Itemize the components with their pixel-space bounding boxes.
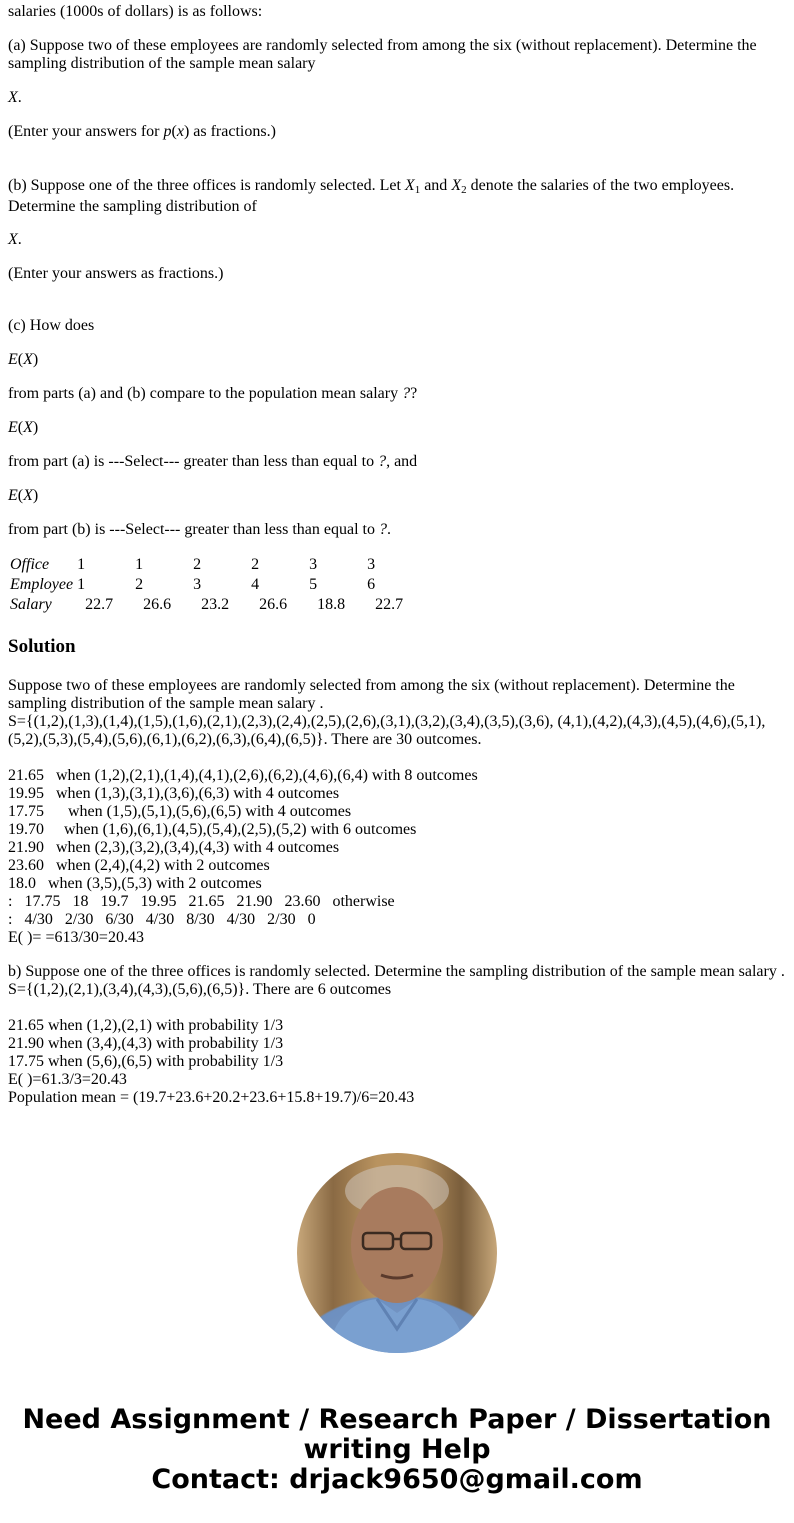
solution-a-space: S={(1,2),(1,3),(1,4),(1,5),(1,6),(2,1),(2,3),(2,4),(2,5),(2,6),(3,1),(3,2),(3,4),(3,5),(3,6), (4,1),(4,2),(4,3),(4,5),(4,6),(5,1),(5,2),(5,3),(5,4),(5,6),(6,1),(6,2),(6,3),(6,4),(6,5)}. There are 30 outcomes. — [8, 713, 766, 748]
e: E — [8, 351, 18, 368]
intro-fragment: salaries (1000s of dollars) is as follows: — [8, 3, 263, 20]
solution-a-intro: Suppose two of these employees are randomly selected from among the six (without replacement). Determine the sampling distribution of the sample mean salary . — [8, 677, 735, 712]
part-a-text: (a) Suppose two of these employees are randomly selected from among the six (without replacement). Determine the sampling distribution of the sample mean salary — [8, 37, 757, 72]
solution-a-line: 23.60 when (2,4),(4,2) with 2 outcomes — [8, 857, 270, 874]
office-cell: 3 — [309, 556, 318, 573]
solution-b-line: 17.75 when (5,6),(6,5) with probability 1/3 — [8, 1053, 284, 1070]
solution-a-line: 21.90 when (2,3),(3,2),(3,4),(4,3) with 4 outcomes — [8, 839, 340, 856]
employee-cell: 4 — [251, 576, 260, 593]
distribution-values: : 17.75 18 19.7 19.95 21.65 21.90 23.60 otherwise — [8, 893, 395, 910]
salary-cell: 22.7 — [85, 596, 114, 613]
part-b-text — [8, 175, 788, 217]
employee-cell: 3 — [193, 576, 202, 593]
office-cell: 1 — [135, 556, 144, 573]
office-label: Office — [10, 556, 50, 573]
office-row — [8, 555, 423, 575]
portrait-icon — [297, 1153, 497, 1353]
salary-table — [8, 555, 423, 615]
part-c-compare — [8, 385, 417, 403]
part-c-lead: (c) How does — [8, 317, 95, 334]
period: . — [17, 231, 22, 248]
promo-contact: Contact: drjack9650@gmail.com — [151, 1464, 643, 1495]
expectation-a: E( )= =613/30=20.43 — [8, 929, 144, 946]
office-cell: 1 — [77, 556, 86, 573]
employee-cell: 2 — [135, 576, 144, 593]
note-suffix: ) as fractions.) — [183, 123, 276, 140]
solution-b-line: 21.90 when (3,4),(4,3) with probability 1/3 — [8, 1035, 284, 1052]
office-cell: 2 — [251, 556, 260, 573]
solution-b-intro: b) Suppose one of the three offices is randomly selected. Determine the sampling distribution of the sample mean salary . — [8, 963, 785, 980]
expectation-b: E( )=61.3/3=20.43 — [8, 1071, 127, 1088]
note-x: x — [176, 123, 184, 140]
solution-a-line: 18.0 when (3,5),(5,3) with 2 outcomes — [8, 875, 262, 892]
sub-1: 1 — [414, 184, 421, 196]
period: . — [17, 89, 22, 106]
from-b-end: . — [386, 521, 391, 538]
sub-2: 2 — [461, 184, 467, 196]
part-a-var — [8, 89, 22, 107]
note-p: p — [163, 123, 172, 140]
employee-cell: 5 — [309, 576, 318, 593]
var-x: X — [8, 89, 18, 106]
employee-cell: 1 — [77, 576, 86, 593]
e: E — [8, 419, 18, 436]
var-x: X — [8, 231, 18, 248]
mu-placeholder: ? — [378, 453, 387, 470]
salary-cell: 22.7 — [375, 596, 404, 613]
from-a-end: , and — [386, 453, 418, 470]
part-c-from-a — [8, 453, 417, 471]
promo-line-1: Need Assignment / Research Paper / Dissertation — [22, 1404, 772, 1435]
solution-b-space: S={(1,2),(2,1),(3,4),(4,3),(5,6),(6,5)}. There are 6 outcomes — [8, 981, 392, 998]
salary-cell: 18.8 — [317, 596, 346, 613]
expectation-3: E(X) — [8, 487, 39, 504]
solution-a-line: 19.95 when (1,3),(3,1),(3,6),(6,3) with 4 outcomes — [8, 785, 340, 802]
office-cell: 3 — [367, 556, 376, 573]
x: X — [23, 487, 33, 504]
compare-end: ? — [410, 385, 418, 402]
part-b-and: and — [420, 177, 452, 194]
x: X — [23, 419, 33, 436]
from-b-text: from part (b) is ---Select--- greater than less than equal to — [8, 521, 379, 538]
salary-cell: 23.2 — [201, 596, 230, 613]
solution-a-line: 17.75 when (1,5),(5,1),(5,6),(6,5) with 4 outcomes — [8, 803, 352, 820]
population-mean: Population mean = (19.7+23.6+20.2+23.6+15.8+19.7)/6=20.43 — [8, 1089, 415, 1106]
part-b-note: (Enter your answers as fractions.) — [8, 265, 224, 282]
employee-row — [8, 575, 423, 595]
mu-placeholder: ? — [402, 385, 411, 402]
mu-placeholder: ? — [378, 521, 387, 538]
salary-cell: 26.6 — [143, 596, 172, 613]
solution-a-line: 19.70 when (1,6),(6,1),(4,5),(5,4),(2,5),(5,2) with 6 outcomes — [8, 821, 417, 838]
part-b-var — [8, 231, 22, 249]
solution-b-line: 21.65 when (1,2),(2,1) with probability 1/3 — [8, 1017, 284, 1034]
from-a-text: from part (a) is ---Select--- greater than less than equal to — [8, 453, 379, 470]
part-c-from-b — [8, 521, 391, 539]
solution-heading: Solution — [8, 636, 76, 657]
office-cell: 2 — [193, 556, 202, 573]
expectation-1: E(X) — [8, 351, 39, 368]
compare-text: from parts (a) and (b) compare to the population mean salary — [8, 385, 403, 402]
part-b-prefix: (b) Suppose one of the three offices is randomly selected. Let — [8, 177, 405, 194]
part-a-note: (Enter your answers for p(x) as fractions.) — [8, 123, 276, 140]
part-b-suffix: denote the salaries of the two employees. Determine the sampling distribution of — [8, 177, 735, 215]
var-x2: X — [451, 177, 462, 194]
employee-label: Employee — [10, 576, 74, 593]
distribution-probs: : 4/30 2/30 6/30 4/30 8/30 4/30 2/30 0 — [8, 911, 316, 928]
employee-cell: 6 — [367, 576, 376, 593]
promo-line-2: writing Help — [303, 1434, 491, 1465]
e: E — [8, 487, 18, 504]
x: X — [23, 351, 33, 368]
salary-label: Salary — [10, 596, 52, 613]
salary-row — [8, 595, 423, 615]
solution-a-line: 21.65 when (1,2),(2,1),(1,4),(4,1),(2,6),(6,2),(4,6),(6,4) with 8 outcomes — [8, 767, 478, 784]
var-x1: X — [404, 177, 415, 194]
author-photo — [297, 1153, 497, 1353]
note-prefix: (Enter your answers for — [8, 123, 164, 140]
expectation-2: E(X) — [8, 419, 39, 436]
salary-cell: 26.6 — [259, 596, 288, 613]
